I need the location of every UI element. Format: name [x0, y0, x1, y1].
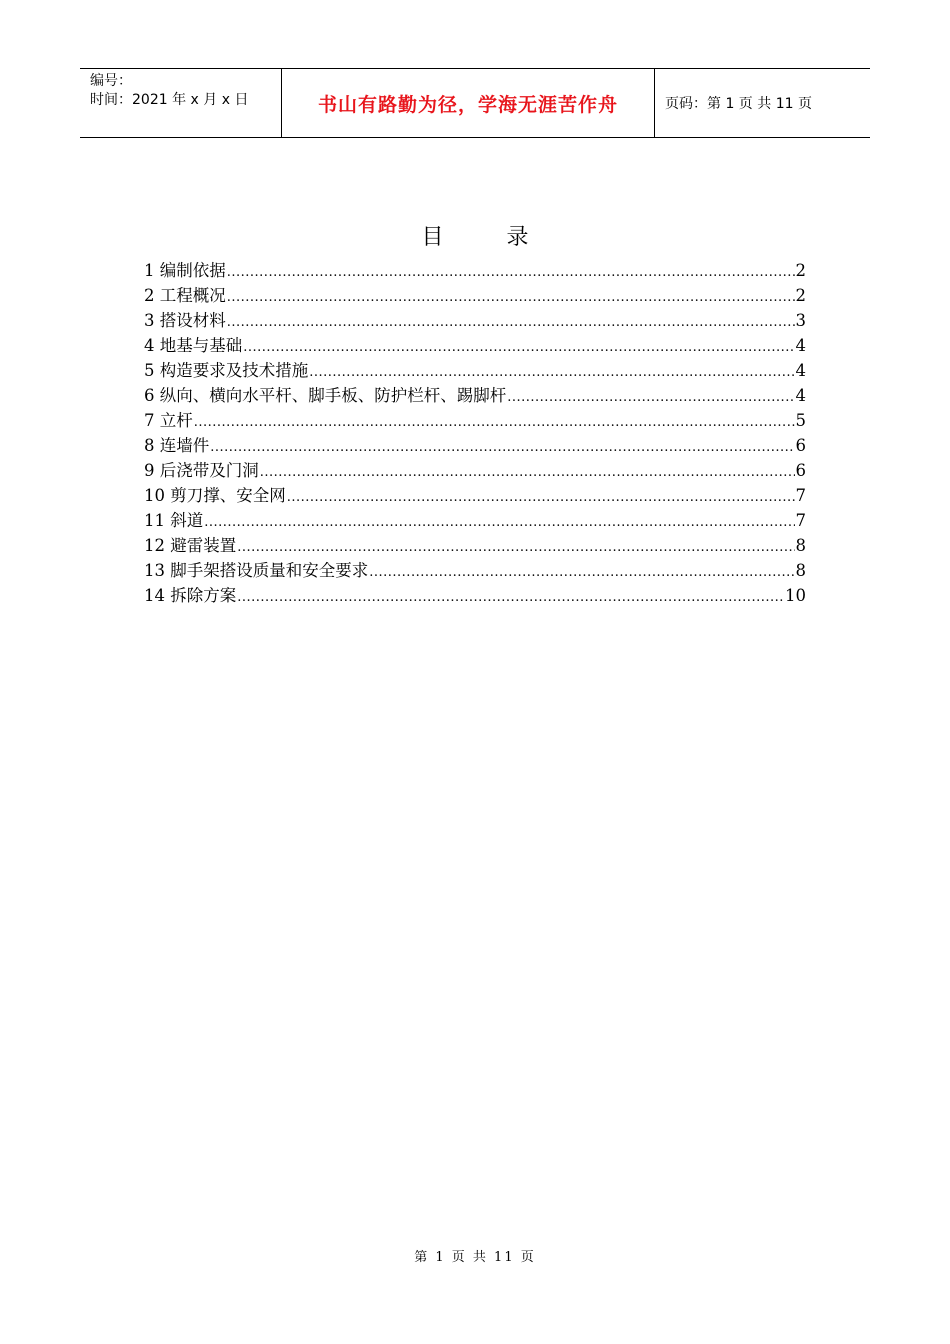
- toc-leader-dots: [369, 558, 794, 585]
- toc-entry[interactable]: [144, 583, 806, 608]
- toc-leader-dots: [243, 333, 794, 360]
- toc-entry-page: 4: [795, 386, 806, 405]
- toc-entry-text: 12 避雷装置: [144, 536, 237, 555]
- toc-leader-dots: [507, 383, 794, 410]
- toc-list: [144, 258, 806, 608]
- date-label: 时间：2021 年 x 月 x 日: [90, 92, 249, 108]
- toc-entry-text: 11 斜道: [144, 511, 204, 530]
- toc-leader-dots: [260, 458, 795, 485]
- toc-entry[interactable]: [144, 333, 806, 358]
- toc-leader-dots: [287, 483, 795, 510]
- toc-leader-dots: [227, 258, 795, 285]
- toc-entry-page: 8: [795, 561, 806, 580]
- toc-leader-dots: [237, 583, 784, 610]
- toc-entry[interactable]: [144, 308, 806, 333]
- toc-title: 目 录: [421, 225, 557, 250]
- toc-entry-page: 3: [795, 311, 806, 330]
- header-motto: 书山有路勤为径，学海无涯苦作舟: [282, 69, 655, 137]
- toc-entry[interactable]: [144, 358, 806, 383]
- toc-entry-page: 7: [795, 486, 806, 505]
- toc-entry[interactable]: [144, 458, 806, 483]
- toc-entry[interactable]: [144, 533, 806, 558]
- toc-entry-text: 1 编制依据: [144, 261, 226, 280]
- toc-entry-page: 7: [795, 511, 806, 530]
- toc-entry-page: 10: [785, 586, 806, 605]
- toc-entry-text: 6 纵向、横向水平杆、脚手板、防护栏杆、踢脚杆: [144, 386, 507, 405]
- toc-entry-page: 4: [795, 336, 806, 355]
- toc-entry-page: 4: [795, 361, 806, 380]
- toc-entry-text: 8 连墙件: [144, 436, 210, 455]
- page-footer: 第 1 页 共 11 页: [414, 1250, 536, 1265]
- toc-entry-text: 7 立杆: [144, 411, 193, 430]
- toc-entry[interactable]: [144, 433, 806, 458]
- toc-entry-page: 2: [795, 261, 806, 280]
- toc-entry-text: 4 地基与基础: [144, 336, 243, 355]
- toc-entry-page: 6: [795, 461, 806, 480]
- toc-leader-dots: [237, 533, 794, 560]
- toc-entry-page: 2: [795, 286, 806, 305]
- toc-entry[interactable]: [144, 408, 806, 433]
- toc-entry-text: 14 拆除方案: [144, 586, 237, 605]
- toc-leader-dots: [210, 433, 794, 460]
- toc-leader-dots: [194, 408, 795, 435]
- toc-leader-dots: [204, 508, 794, 535]
- toc-leader-dots: [227, 283, 795, 310]
- toc-entry-text: 13 脚手架搭设质量和安全要求: [144, 561, 369, 580]
- toc-entry-page: 8: [795, 536, 806, 555]
- toc-entry[interactable]: [144, 283, 806, 308]
- toc-entry-page: 5: [795, 411, 806, 430]
- toc-entry-text: 10 剪刀撑、安全网: [144, 486, 286, 505]
- toc-entry-text: 5 构造要求及技术措施: [144, 361, 309, 380]
- toc-entry[interactable]: [144, 258, 806, 283]
- toc-entry-text: 2 工程概况: [144, 286, 226, 305]
- document-header: [80, 68, 870, 138]
- toc-entry[interactable]: [144, 508, 806, 533]
- toc-entry[interactable]: [144, 483, 806, 508]
- toc-entry[interactable]: [144, 558, 806, 583]
- toc-entry-text: 3 搭设材料: [144, 311, 226, 330]
- toc-entry[interactable]: [144, 383, 806, 408]
- toc-entry-page: 6: [795, 436, 806, 455]
- serial-number-label: 编号：: [90, 73, 132, 89]
- toc-entry-text: 9 后浇带及门洞: [144, 461, 259, 480]
- header-meta-cell: [80, 69, 282, 137]
- toc-leader-dots: [309, 358, 794, 385]
- header-page-info: 页码：第 1 页 共 11 页: [665, 96, 812, 112]
- toc-leader-dots: [227, 308, 795, 335]
